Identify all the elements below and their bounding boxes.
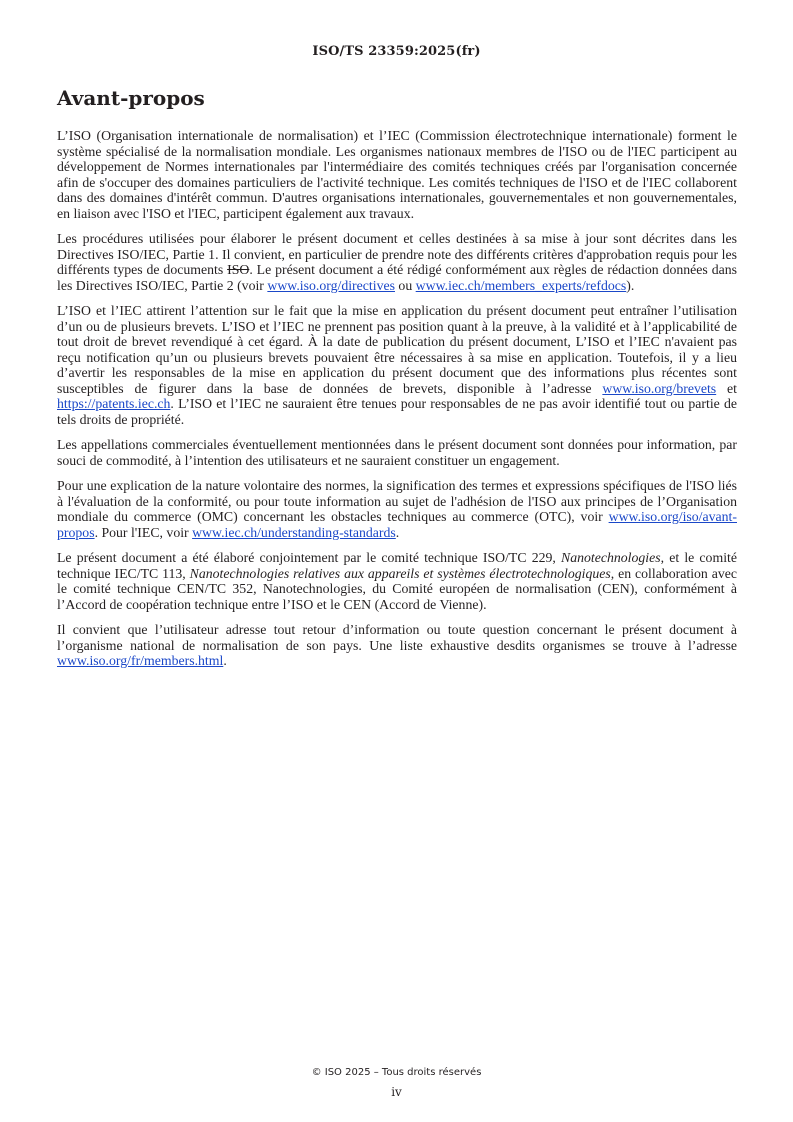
paragraph-5 [57, 478, 737, 540]
paragraph-1: L’ISO (Organisation internationale de normalisation) et l’IEC (Commission électrotechnique internationale) forment le système spécialisé de la normalisation mondiale. Les organismes nationaux membres de l'ISO ou de l'IEC participent au développement de Normes internationales par l'intermédiaire des comités techniques créés par l'organisation concernée afin de s'occuper des domaines particuliers de l'activité technique. Les comités techniques de l'ISO et de l'IEC collaborent dans des domaines d'intérêt commun. D'autres organisations internationales, gouvernementales et non gouvernementales, en liaison avec l'ISO et l'IEC, participent également aux travaux. [57, 128, 737, 221]
page-number: iv [391, 1085, 402, 1099]
iso-foreword-link[interactable]: www.iso.org/iso/avant-propos [57, 509, 737, 540]
italic-committee-title: Nanotechnologies relatives aux appareils et systèmes électrotechnologiques [189, 565, 611, 581]
text-span: . Pour l'IEC, voir [94, 524, 193, 540]
iec-refdocs-link[interactable]: www.iec.ch/members_experts/refdocs [415, 277, 627, 293]
text-span: , et le comité technique IEC/TC 113, [57, 550, 737, 581]
text-span: . [223, 653, 227, 668]
struck-text: ISO [227, 262, 250, 277]
text-span: ou [394, 277, 416, 293]
paragraph-2 [57, 231, 737, 293]
paragraph-3 [57, 303, 737, 427]
text-span: L’ISO et l’IEC attirent l’attention sur le fait que la mise en application du présent document peut entraîner l’utilisation d’un ou de plusieurs brevets. L’ISO et l’IEC ne prennent pas position quant à la preuve, à la validité et à l’applicabilité de tout droit de brevet revendiqué à cet égard. À la date de publication du présent document, L’ISO et l’IEC n'avaient pas reçu notification qu’un ou plusieurs brevets pouvaient être nécessaires à sa mise en application. Toutefois, il y a lieu d’avertir les responsables de la mise en application du présent document que des informations plus récentes sont susceptibles de figurer dans la base de données de brevets, disponible à l’adresse [57, 303, 737, 396]
text-span: Le présent document a été élaboré conjointement par le comité technique ISO/TC 229, [57, 550, 561, 565]
document-header: ISO/TS 23359:2025(fr) [312, 44, 481, 59]
text-span: ). [626, 277, 635, 293]
text-span: . Le présent document a été rédigé conformément aux règles de rédaction données dans les Directives ISO/IEC, Partie 2 (voir [57, 262, 737, 293]
italic-committee-title: Nanotechnologies [561, 550, 661, 565]
text-span: Il convient que l’utilisateur adresse tout retour d’information ou toute question concernant le présent document à l’organisme national de normalisation de son pays. Une liste exhaustive desdits organismes se trouve à l’adresse [57, 622, 737, 653]
paragraph-6 [57, 550, 737, 612]
copyright-footer: © ISO 2025 – Tous droits réservés [311, 1067, 482, 1078]
text-span: et [716, 380, 737, 396]
iec-patents-link[interactable]: https://patents.iec.ch [57, 396, 171, 411]
paragraph-4: Les appellations commerciales éventuellement mentionnées dans le présent document sont données pour information, par souci de commodité, à l’intention des utilisateurs et ne sauraient constituer un engagement. [57, 437, 737, 468]
paragraph-7 [57, 622, 737, 669]
iso-patents-link[interactable]: www.iso.org/brevets [602, 380, 717, 396]
text-span: . L’ISO et l’IEC ne sauraient être tenues pour responsables de ne pas avoir identifié tout ou partie de tels droits de propriété. [57, 396, 737, 427]
text-span: . [395, 524, 400, 540]
text-span: Pour une explication de la nature volontaire des normes, la signification des termes et expressions spécifiques de l'ISO liés à l'évaluation de la conformité, ou pour toute information au sujet de l'adhésion de l'ISO aux principes de l’Organisation mondiale du commerce (OMC) concernant les obstacles techniques au commerce (OTC), voir [57, 478, 737, 524]
directives-link[interactable]: www.iso.org/directives [267, 277, 395, 293]
foreword-body [57, 128, 737, 679]
text-span: Les procédures utilisées pour élaborer le présent document et celles destinées à sa mise à jour sont décrites dans les Directives ISO/IEC, Partie 1. Il convient, en particulier de prendre note des différents critères d'approbation requis pour les différents types de documents [57, 231, 737, 277]
text-span: , en collaboration avec le comité technique CEN/TC 352, Nanotechnologies, du Comité européen de normalisation (CEN), conformément à l’Accord de coopération technique entre l’ISO et le CEN (Accord de Vienne). [57, 565, 737, 612]
page-title: Avant-propos [57, 86, 205, 110]
iec-standards-link[interactable]: www.iec.ch/understanding-standards [192, 524, 396, 540]
iso-members-link[interactable]: www.iso.org/fr/members.html [57, 653, 224, 668]
